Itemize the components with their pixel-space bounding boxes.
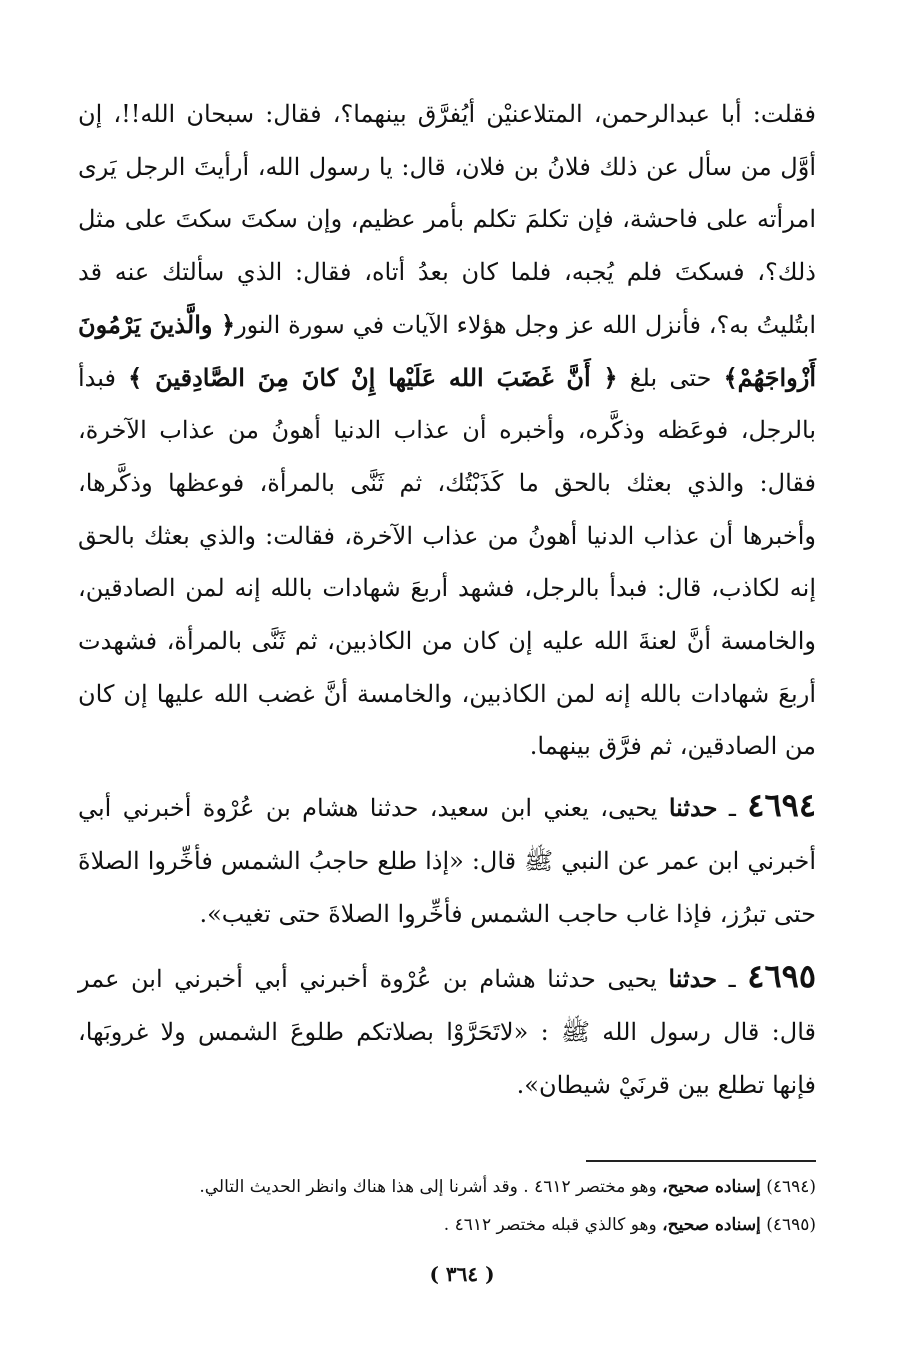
footnote-ref: (٤٦٩٤)	[766, 1177, 816, 1197]
footnote-text: وهو مختصر ٤٦١٢ . وقد أشرنا إلى هذا هناك وانظر الحديث التالي.	[199, 1177, 663, 1197]
hadith-number: ٤٦٩٥	[747, 957, 816, 996]
footnote-head: إسناده صحيح،	[662, 1215, 761, 1235]
footnote-text: وهو كالذي قبله مختصر ٤٦١٢ .	[443, 1215, 663, 1235]
footnote-4695	[100, 1206, 816, 1244]
narrative-text-2: حتى بلغ	[617, 363, 724, 392]
footnote-4694	[100, 1168, 816, 1206]
narrative-text-3: فبدأ بالرجل، فوعَظه وذكَّره، وأخبره أن عذاب الدنيا أهونُ من عذاب الآخرة، فقال: والذي بعثك بالحق ما كَذَبْتُك، ثم ثَنَّى بالمرأة، فوعظها وذكَّرها، وأخبرها أن عذاب الدنيا أهونُ من عذاب الآخرة، فقالت: والذي بعثك بالحق إنه لكاذب، قال: فبدأ بالرجل، فشهد أربعَ شهادات بالله إنه لمن الصادقين، والخامسة أنَّ لعنةَ الله عليه إن كان من الكاذبين، ثم ثَنَّى بالمرأة، فشهدت أربعَ شهادات بالله إنه لمن الكاذبين، والخامسة أنَّ غضب الله عليها إن كان من الصادقين، ثم فرَّق بينهما.	[78, 363, 816, 761]
hadith-number: ٤٦٩٤	[747, 786, 816, 825]
narrative-paragraph	[78, 88, 816, 773]
quran-quote-2: ﴿ أَنَّ غَضَبَ الله عَلَيْها إِنْ كانَ مِنَ الصَّادِقينَ ﴾	[128, 362, 618, 392]
hadith-text: يحيى، يعني ابن سعيد، حدثنا هشام بن عُرْوة أخبرني أبي أخبرني ابن عمر عن النبي ﷺ قال: «إذا طلع حاجبُ الشمس فأخِّروا الصلاةَ حتى تبرُز، فإذا غاب حاجب الشمس فأخِّروا الصلاةَ حتى تغيب».	[78, 794, 816, 928]
footnote-divider	[586, 1160, 816, 1162]
quran-quote-1: ﴿ والَّذينَ يَرْمُونَ أَزْواجَهُمْ﴾	[78, 309, 817, 392]
footnote-ref: (٤٦٩٥)	[766, 1215, 816, 1235]
hadith-4695: ٤٦٩٥ ـ حدثنا يحيى حدثنا هشام بن عُرْوة أخبرني أبي أخبرني ابن عمر قال: قال رسول الله ﷺ : «لاتَحَرَّوْا بصلاتكم طلوعَ الشمس ولا غروبَها، فإنها تطلع بين قرنَيْ شيطان».	[78, 957, 816, 1099]
narrative-text-1: فقلت: أبا عبدالرحمن، المتلاعنيْن أيُفرَّق بينهما؟، فقال: سبحان الله!!، إن أوَّل من سأل عن ذلك فلانُ بن فلان، قال: يا رسول الله، أرأيتَ الرجل يَرى امرأته على فاحشة، فإن تكلمَ تكلم بأمر عظيم، وإن سكتَ سكتَ على مثل ذلك؟، فسكتَ فلم يُجبه، فلما كان بعدُ أتاه، فقال: الذي سألتك عنه قد ابتُليتُ به؟، فأنزل الله عز وجل هؤلاء الآيات في سورة النور	[78, 100, 816, 339]
hadith-4694: ٤٦٩٤ ـ حدثنا يحيى، يعني ابن سعيد، حدثنا هشام بن عُرْوة أخبرني أبي أخبرني ابن عمر عن النبي ﷺ قال: «إذا طلع حاجبُ الشمس فأخِّروا الصلاةَ حتى تبرُز، فإذا غاب حاجب الشمس فأخِّروا الصلاةَ حتى تغيب».	[78, 786, 816, 928]
footnote-head: إسناده صحيح،	[662, 1177, 761, 1197]
hadith-lead: حدثنا	[668, 793, 718, 823]
footnotes	[100, 1168, 816, 1244]
main-text	[78, 88, 816, 1111]
page-number: ( ٣٦٤ )	[429, 1262, 495, 1286]
hadith-text: يحيى حدثنا هشام بن عُرْوة أخبرني أبي أخبرني ابن عمر قال: قال رسول الله ﷺ : «لاتَحَرَّوْا بصلاتكم طلوعَ الشمس ولا غروبَها، فإنها تطلع بين قرنَيْ شيطان».	[78, 965, 816, 1099]
hadith-lead: حدثنا	[668, 964, 718, 994]
